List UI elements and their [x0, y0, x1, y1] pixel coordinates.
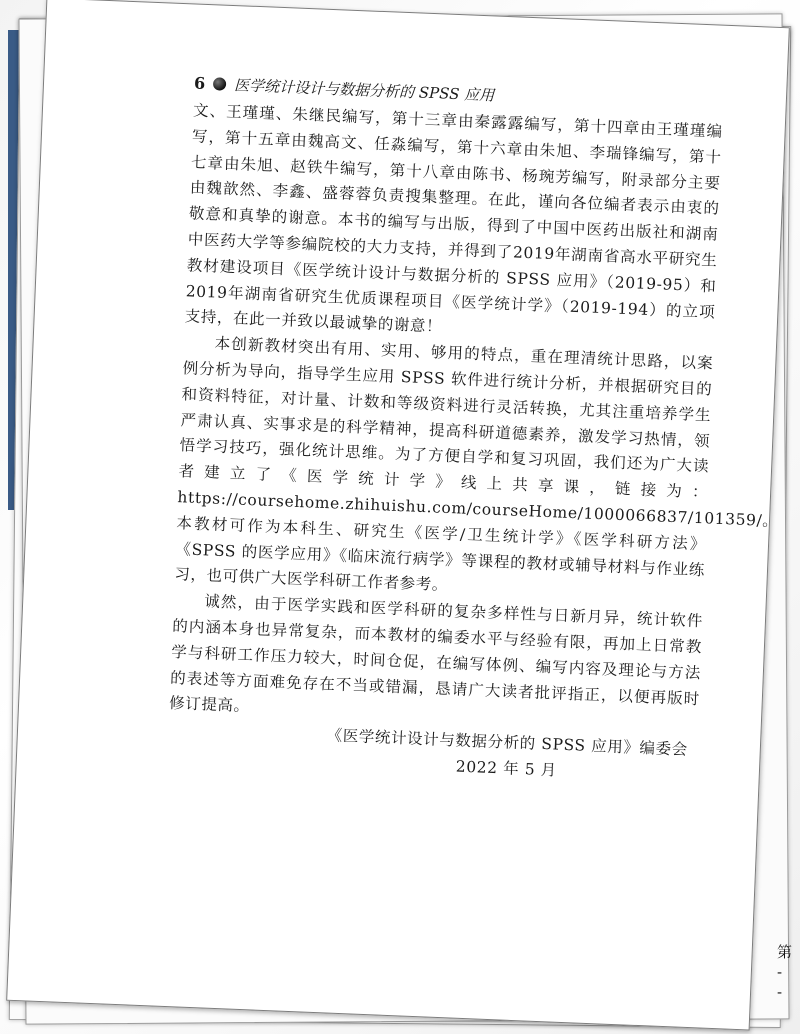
signature-line: 《医学统计设计与数据分析的 SPSS 应用》编委会: [326, 726, 689, 759]
show-through-text: [436, 795, 756, 808]
adjacent-page-edge-text: [777, 942, 792, 1002]
document-page: [6, 0, 790, 1031]
edge-text-line: -: [776, 963, 783, 981]
paragraph: 诚然，由于医学实践和医学科研的复杂多样性与日新月异，统计软件的内涵本身也异常复杂，而本教材的编委水平与经验有限，再加上日常教学与科研工作压力较大，时间仓促，在编写体例、编写内容及理论与方法的表述等方面难免存在不当或错漏，恳请广大读者批评指正，以便再版时修订提高。: [168, 592, 704, 716]
date-line: 2022 年 5 月: [455, 757, 558, 780]
page-number: 6: [193, 73, 206, 93]
paragraph-continued: 文、王瑾瑾、朱继民编写，第十三章由秦露露编写，第十四章由王瑾瑾编写，第十五章由魏高文、任淼编写，第十六章由朱旭、李瑞锋编写，第十七章由朱旭、赵铁牛编写，第十八章由陈书、杨琬芳编写，附录部分主要由魏歆然、李鑫、盛蓉蓉负责搜集整理。在此，谨向各位编者表示由衷的敬意和真挚的谢意。本书的编写与出版，得到了中国中医药出版社和湖南中医药大学等参编院校的大力支持，并得到了2019年湖南省高水平研究生教材建设项目《医学统计设计与数据分析的 SPSS 应用》（2019-95）和2019年湖南省研究生优质课程项目《医学统计学》（2019-194）的立项支持，在此一并致以最诚挚的谢意！: [184, 101, 723, 336]
running-title: 医学统计设计与数据分析的 SPSS 应用: [233, 76, 495, 105]
edge-text-line: -: [776, 983, 783, 1001]
edge-text-line: 第: [776, 943, 792, 961]
body-text: [167, 98, 779, 789]
paragraph: 本创新教材突出有用、实用、够用的特点，重在理清统计思路，以案例分析为导向，指导学生应用 SPSS 软件进行统计分析，并根据研究目的和资料特征，对计量、计数和等级资料进行灵活转换，尤其注重培养学生严肃认真、实事求是的科学精神，提高科研道德素养，激发学习热情，领悟学习技巧，强化统计思维。为了方便自学和复习巩固，我们还为广大读者建立了《医学统计学》线上共享课，链接为：https://coursehome.zhihuishu.com/courseHome/1000066837/101359/。本教材可作为本科生、研究生《医学/卫生统计学》《医学科研方法》《SPSS 的医学应用》《临床流行病学》等课程的教材或辅导材料与作业练习，也可供广大医学科研工作者参考。: [174, 334, 779, 595]
header-globe-icon: [213, 77, 227, 91]
